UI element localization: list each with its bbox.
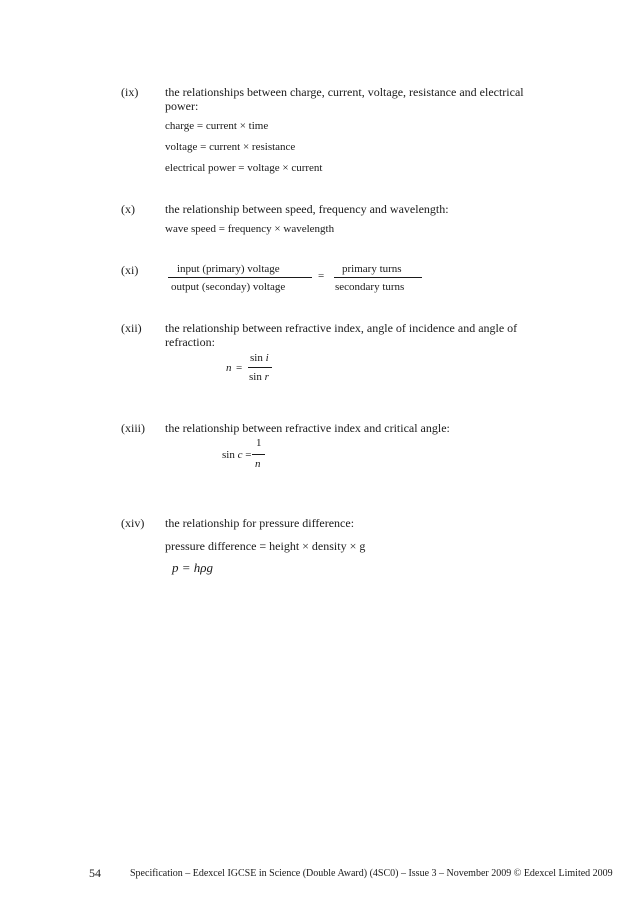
footer-text: Specification – Edexcel IGCSE in Science (Double Award) (4SC0) – Issue 3 – November 2009 © Edexcel Limited 2009: [130, 868, 613, 879]
item-ix-equation-power: electrical power = voltage × current: [165, 162, 323, 174]
item-ix-description-line1: the relationships between charge, current, voltage, resistance and electrical: [165, 85, 524, 99]
item-xi-left-denominator: output (seconday) voltage: [171, 281, 286, 293]
item-number-xii: (xii): [121, 321, 142, 335]
item-x-description: the relationship between speed, frequency and wavelength:: [165, 202, 449, 216]
item-xi-left-fraction-bar: [168, 277, 312, 278]
item-xiii-denominator: n: [255, 458, 261, 470]
item-xiii-description: the relationship between refractive index and critical angle:: [165, 421, 450, 435]
item-number-xiii: (xiii): [121, 421, 145, 435]
item-ix-equation-voltage: voltage = current × resistance: [165, 141, 296, 153]
item-xii-description-line1: the relationship between refractive index, angle of incidence and angle of: [165, 321, 518, 335]
item-xii-numerator-i: i: [265, 352, 269, 364]
item-xiii-lhs-sin: sin: [222, 449, 235, 461]
item-xii-equals: =: [236, 362, 243, 374]
item-xiv-formula: p = hρg: [172, 560, 214, 575]
item-xiii-numerator: 1: [256, 437, 262, 449]
item-xii-numerator-sin: sin: [250, 352, 263, 364]
item-xi-right-denominator: secondary turns: [335, 281, 405, 293]
item-number-xi: (xi): [121, 263, 139, 277]
page-number: 54: [89, 866, 101, 880]
item-xi-left-numerator: input (primary) voltage: [177, 263, 280, 275]
item-ix-description-line2: power:: [165, 99, 199, 113]
item-number-xiv: (xiv): [121, 516, 145, 530]
item-number-x: (x): [121, 202, 135, 216]
item-xii-denominator-r: r: [264, 371, 269, 383]
item-xiv-description: the relationship for pressure difference:: [165, 516, 355, 530]
item-xii-description-line2: refraction:: [165, 335, 215, 349]
item-xii-denominator-sin: sin: [249, 371, 262, 383]
item-xi-right-fraction-bar: [334, 277, 422, 278]
item-number-ix: (ix): [121, 85, 139, 99]
item-xi-right-numerator: primary turns: [342, 263, 402, 275]
item-xi-equals: =: [318, 270, 325, 282]
item-xiii-fraction-bar: [252, 454, 265, 455]
item-ix-equation-charge: charge = current × time: [165, 120, 269, 132]
item-x-equation: wave speed = frequency × wavelength: [165, 223, 335, 235]
item-xiii-lhs-c: c: [237, 449, 243, 461]
item-xii-lhs-n: n: [226, 362, 232, 374]
item-xiv-equation: pressure difference = height × density × g: [165, 539, 366, 553]
item-xiii-equals: =: [245, 449, 252, 461]
item-xii-fraction-bar: [248, 367, 272, 368]
